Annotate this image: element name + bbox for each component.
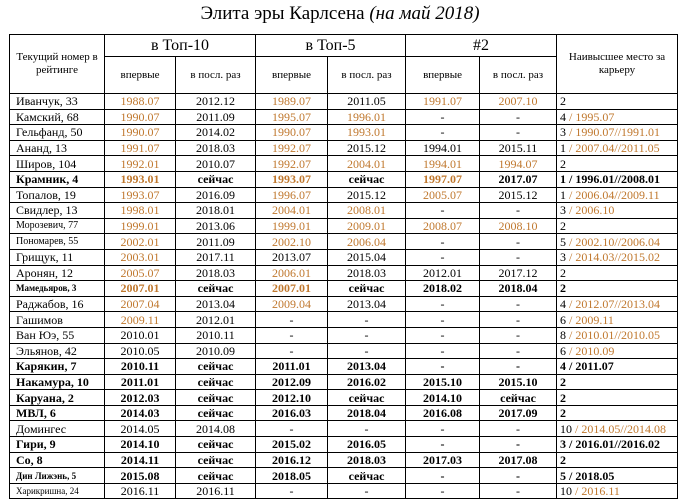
- cell-t10f: 1993.01: [105, 171, 176, 187]
- cell-n2f: 1994.01: [406, 156, 480, 172]
- peak-dates: / 2007.04//2011.05: [569, 141, 660, 156]
- peak-cell: [557, 327, 678, 343]
- cell-t5l: -: [328, 421, 406, 437]
- cell-t5l: 1996.01: [328, 109, 406, 125]
- peak-dates: / 1995.07: [569, 109, 615, 124]
- player-name: Крамник, 4: [10, 171, 105, 187]
- peak-rank: 2: [560, 219, 567, 234]
- header-no2-last: в посл. раз: [480, 57, 557, 94]
- table-row: [10, 265, 678, 281]
- peak-rank: 2: [560, 452, 567, 467]
- cell-t5l: сейчас: [328, 171, 406, 187]
- header-top10: в Топ-10: [105, 35, 256, 57]
- cell-t5f: 2011.01: [256, 359, 328, 375]
- cell-t5f: 2006.01: [256, 265, 328, 281]
- player-name: Топалов, 19: [10, 187, 105, 203]
- cell-t10f: 2014.10: [105, 437, 176, 453]
- peak-rank: 4: [560, 109, 567, 124]
- peak-cell: [557, 468, 678, 484]
- cell-t5f: 1995.07: [256, 109, 328, 125]
- peak-rank: 3: [560, 437, 567, 452]
- cell-n2f: 2014.10: [406, 390, 480, 406]
- cell-t5f: 2007.01: [256, 281, 328, 297]
- cell-t5l: 2013.04: [328, 296, 406, 312]
- peak-cell: [557, 249, 678, 265]
- cell-t10l: 2017.11: [176, 249, 256, 265]
- peak-rank: 2: [560, 406, 567, 421]
- cell-t10l: 2010.11: [176, 327, 256, 343]
- cell-n2l: 2017.07: [480, 171, 557, 187]
- cell-t10f: 2009.11: [105, 312, 176, 328]
- player-name: Ван Юэ, 55: [10, 327, 105, 343]
- cell-n2f: 1994.01: [406, 140, 480, 156]
- table-row: [10, 94, 678, 110]
- cell-t5l: -: [328, 483, 406, 499]
- cell-t10f: 2010.11: [105, 359, 176, 375]
- cell-t10l: 2010.07: [176, 156, 256, 172]
- table-row: [10, 171, 678, 187]
- cell-n2l: 1994.07: [480, 156, 557, 172]
- table-row: [10, 249, 678, 265]
- cell-t5f: -: [256, 421, 328, 437]
- cell-n2l: 2015.10: [480, 374, 557, 390]
- cell-t5l: 2015.12: [328, 140, 406, 156]
- header-top10-last: в посл. раз: [176, 57, 256, 94]
- cell-t5f: 2016.12: [256, 452, 328, 468]
- peak-cell: [557, 312, 678, 328]
- cell-t5l: 2016.02: [328, 374, 406, 390]
- cell-n2l: 2007.10: [480, 94, 557, 110]
- cell-t10f: 1993.07: [105, 187, 176, 203]
- cell-t10f: 1990.07: [105, 109, 176, 125]
- table-row: [10, 140, 678, 156]
- peak-cell: [557, 452, 678, 468]
- peak-rank: 2: [560, 94, 567, 109]
- peak-cell: [557, 281, 678, 297]
- peak-rank: 1: [560, 187, 567, 202]
- peak-cell: [557, 234, 678, 250]
- cell-t5l: 2011.05: [328, 94, 406, 110]
- cell-t5f: 2004.01: [256, 203, 328, 219]
- peak-rank: 3: [560, 203, 567, 218]
- table-row: [10, 218, 678, 234]
- elite-table: [9, 34, 678, 499]
- cell-t5l: -: [328, 327, 406, 343]
- cell-n2f: -: [406, 327, 480, 343]
- cell-t10l: 2018.01: [176, 203, 256, 219]
- peak-rank: 1: [560, 172, 567, 187]
- peak-cell: [557, 421, 678, 437]
- table-row: [10, 343, 678, 359]
- cell-t10f: 2003.01: [105, 249, 176, 265]
- peak-rank: 3: [560, 125, 567, 140]
- cell-t5l: 2016.05: [328, 437, 406, 453]
- peak-rank: 10: [560, 421, 573, 436]
- cell-n2f: -: [406, 109, 480, 125]
- cell-n2l: -: [480, 296, 557, 312]
- cell-t5l: сейчас: [328, 281, 406, 297]
- cell-t5l: 2015.04: [328, 249, 406, 265]
- peak-rank: 4: [560, 359, 567, 374]
- cell-t10l: 2012.12: [176, 94, 256, 110]
- cell-n2l: -: [480, 468, 557, 484]
- cell-t5l: 2009.01: [328, 218, 406, 234]
- cell-t10f: 2014.11: [105, 452, 176, 468]
- peak-dates: / 2011.07: [569, 359, 614, 374]
- player-name: Раджабов, 16: [10, 296, 105, 312]
- cell-t5f: -: [256, 312, 328, 328]
- player-name: Домингес: [10, 421, 105, 437]
- peak-rank: 1: [560, 141, 567, 156]
- player-name: Пономарев, 55: [10, 234, 105, 250]
- cell-t10l: 2013.04: [176, 296, 256, 312]
- header-rank: Текущий номер в рейтинге: [10, 35, 105, 94]
- cell-t5f: 1992.07: [256, 156, 328, 172]
- cell-t10f: 2012.03: [105, 390, 176, 406]
- player-name: Широв, 104: [10, 156, 105, 172]
- peak-cell: [557, 218, 678, 234]
- table-row: [10, 109, 678, 125]
- header-top5-last: в посл. раз: [328, 57, 406, 94]
- header-top5: в Топ-5: [256, 35, 406, 57]
- cell-t10l: 2016.11: [176, 483, 256, 499]
- cell-t10l: сейчас: [176, 437, 256, 453]
- cell-n2f: 1991.07: [406, 94, 480, 110]
- cell-n2f: 2017.03: [406, 452, 480, 468]
- cell-t5f: 2002.10: [256, 234, 328, 250]
- player-name: Карякин, 7: [10, 359, 105, 375]
- cell-t5f: 1996.07: [256, 187, 328, 203]
- cell-n2l: -: [480, 203, 557, 219]
- peak-dates: / 1990.07//1991.01: [569, 125, 661, 140]
- cell-t10f: 1990.07: [105, 125, 176, 141]
- cell-t10l: 2011.09: [176, 109, 256, 125]
- table-row: [10, 483, 678, 499]
- cell-t10f: 1999.01: [105, 218, 176, 234]
- cell-n2f: 2012.01: [406, 265, 480, 281]
- peak-dates: / 2018.05: [569, 468, 615, 483]
- cell-n2l: -: [480, 343, 557, 359]
- table-row: [10, 374, 678, 390]
- cell-t10l: 2014.02: [176, 125, 256, 141]
- peak-cell: [557, 359, 678, 375]
- peak-dates: / 2016.11: [575, 484, 620, 499]
- header-no2-first: впервые: [406, 57, 480, 94]
- cell-n2f: -: [406, 359, 480, 375]
- table-row: [10, 203, 678, 219]
- player-name: Дин Лижэнь, 5: [10, 468, 105, 484]
- cell-n2l: -: [480, 125, 557, 141]
- title-suffix: (на май 2018): [369, 3, 480, 24]
- cell-n2l: сейчас: [480, 390, 557, 406]
- table-row: [10, 390, 678, 406]
- cell-n2f: 2015.10: [406, 374, 480, 390]
- player-name: Ананд, 13: [10, 140, 105, 156]
- peak-cell: [557, 390, 678, 406]
- table-row: [10, 296, 678, 312]
- cell-t10f: 1988.07: [105, 94, 176, 110]
- table-row: [10, 468, 678, 484]
- player-name: Гири, 9: [10, 437, 105, 453]
- table-row: [10, 234, 678, 250]
- cell-t10f: 1991.07: [105, 140, 176, 156]
- peak-rank: 5: [560, 468, 567, 483]
- cell-n2l: -: [480, 327, 557, 343]
- player-name: МВЛ, 6: [10, 405, 105, 421]
- peak-cell: [557, 296, 678, 312]
- cell-n2f: 2005.07: [406, 187, 480, 203]
- cell-n2l: 2017.08: [480, 452, 557, 468]
- player-name: Харикришна, 24: [10, 483, 105, 499]
- table-row: [10, 125, 678, 141]
- cell-t5l: 2006.04: [328, 234, 406, 250]
- player-name: Мамедьяров, 3: [10, 281, 105, 297]
- cell-t10f: 2014.05: [105, 421, 176, 437]
- cell-t10f: 2002.01: [105, 234, 176, 250]
- title-main: Элита эры Карлсена: [200, 3, 365, 24]
- table-row: [10, 452, 678, 468]
- peak-dates: / 2014.03//2015.02: [569, 250, 661, 265]
- cell-t5f: 2015.02: [256, 437, 328, 453]
- cell-t5f: 2013.07: [256, 249, 328, 265]
- cell-n2l: 2017.12: [480, 265, 557, 281]
- cell-t10l: 2013.06: [176, 218, 256, 234]
- cell-n2l: 2008.10: [480, 218, 557, 234]
- cell-n2f: -: [406, 296, 480, 312]
- cell-t10l: 2018.03: [176, 140, 256, 156]
- peak-dates: / 2014.05//2014.08: [575, 421, 667, 436]
- cell-t5l: 2018.04: [328, 405, 406, 421]
- table-row: [10, 327, 678, 343]
- cell-n2l: -: [480, 437, 557, 453]
- peak-cell: [557, 343, 678, 359]
- cell-t10l: 2018.03: [176, 265, 256, 281]
- table-row: [10, 421, 678, 437]
- peak-cell: [557, 374, 678, 390]
- cell-n2l: 2015.11: [480, 140, 557, 156]
- cell-t10l: сейчас: [176, 468, 256, 484]
- peak-dates: / 2012.07//2013.04: [569, 297, 661, 312]
- cell-t10l: 2012.01: [176, 312, 256, 328]
- cell-n2f: -: [406, 249, 480, 265]
- cell-n2l: -: [480, 312, 557, 328]
- peak-dates: / 2006.10: [569, 203, 615, 218]
- cell-t10f: 2010.01: [105, 327, 176, 343]
- cell-t10l: сейчас: [176, 405, 256, 421]
- cell-t10f: 2011.01: [105, 374, 176, 390]
- peak-cell: [557, 437, 678, 453]
- peak-cell: [557, 125, 678, 141]
- peak-cell: [557, 265, 678, 281]
- header-no2: #2: [406, 35, 557, 57]
- cell-t5f: 1999.01: [256, 218, 328, 234]
- peak-cell: [557, 405, 678, 421]
- cell-t10f: 2015.08: [105, 468, 176, 484]
- cell-t5f: 2018.05: [256, 468, 328, 484]
- cell-t10f: 2007.04: [105, 296, 176, 312]
- header-top5-first: впервые: [256, 57, 328, 94]
- header-peak: Наивысшее место за карьеру: [557, 35, 678, 94]
- cell-t5f: 1993.07: [256, 171, 328, 187]
- cell-t5f: 2012.09: [256, 374, 328, 390]
- player-name: Камский, 68: [10, 109, 105, 125]
- cell-n2f: 2018.02: [406, 281, 480, 297]
- peak-cell: [557, 203, 678, 219]
- cell-t5l: сейчас: [328, 468, 406, 484]
- cell-t5f: 2009.04: [256, 296, 328, 312]
- cell-n2f: -: [406, 234, 480, 250]
- cell-n2l: -: [480, 483, 557, 499]
- peak-rank: 2: [560, 265, 567, 280]
- cell-t10l: сейчас: [176, 359, 256, 375]
- cell-t5f: 1992.07: [256, 140, 328, 156]
- peak-cell: [557, 109, 678, 125]
- table-row: [10, 359, 678, 375]
- cell-n2l: -: [480, 249, 557, 265]
- cell-t5f: -: [256, 483, 328, 499]
- cell-t10f: 2007.01: [105, 281, 176, 297]
- cell-t5l: 2018.03: [328, 265, 406, 281]
- player-name: Каруана, 2: [10, 390, 105, 406]
- table-body: [10, 94, 678, 499]
- peak-rank: 8: [560, 328, 567, 343]
- cell-n2f: -: [406, 125, 480, 141]
- cell-t5l: 2015.12: [328, 187, 406, 203]
- table-row: [10, 312, 678, 328]
- peak-dates: / 2006.04//2009.11: [569, 187, 660, 202]
- cell-n2f: -: [406, 437, 480, 453]
- cell-n2f: -: [406, 421, 480, 437]
- cell-t10l: 2010.09: [176, 343, 256, 359]
- cell-t10l: сейчас: [176, 374, 256, 390]
- cell-t5f: -: [256, 327, 328, 343]
- peak-rank: 3: [560, 250, 567, 265]
- cell-n2f: 1997.07: [406, 171, 480, 187]
- peak-cell: [557, 94, 678, 110]
- cell-t5l: 2018.03: [328, 452, 406, 468]
- table-row: [10, 187, 678, 203]
- player-name: Накамура, 10: [10, 374, 105, 390]
- peak-dates: / 2010.09: [569, 343, 615, 358]
- cell-t10l: сейчас: [176, 390, 256, 406]
- cell-n2l: 2017.09: [480, 405, 557, 421]
- peak-cell: [557, 187, 678, 203]
- cell-t5l: 1993.01: [328, 125, 406, 141]
- cell-n2f: 2008.07: [406, 218, 480, 234]
- cell-t5f: 1990.07: [256, 125, 328, 141]
- peak-rank: 4: [560, 297, 567, 312]
- table-row: [10, 405, 678, 421]
- cell-t5f: 1989.07: [256, 94, 328, 110]
- peak-rank: 2: [560, 374, 567, 389]
- cell-t5l: -: [328, 343, 406, 359]
- peak-rank: 2: [560, 390, 567, 405]
- cell-n2l: 2018.04: [480, 281, 557, 297]
- cell-t10l: 2014.08: [176, 421, 256, 437]
- peak-rank: 2: [560, 281, 567, 296]
- peak-rank: 10: [560, 484, 573, 499]
- cell-t10l: сейчас: [176, 171, 256, 187]
- peak-dates: / 2010.01//2010.05: [569, 328, 661, 343]
- peak-dates: / 2002.10//2006.04: [569, 234, 661, 249]
- player-name: Эльянов, 42: [10, 343, 105, 359]
- cell-t10l: 2011.09: [176, 234, 256, 250]
- cell-t5l: 2013.04: [328, 359, 406, 375]
- peak-dates: / 2009.11: [569, 312, 614, 327]
- cell-n2f: -: [406, 343, 480, 359]
- peak-cell: [557, 156, 678, 172]
- cell-n2l: -: [480, 234, 557, 250]
- cell-n2l: -: [480, 359, 557, 375]
- cell-t10l: сейчас: [176, 452, 256, 468]
- player-name: Грищук, 11: [10, 249, 105, 265]
- cell-n2f: -: [406, 483, 480, 499]
- player-name: Гашимов: [10, 312, 105, 328]
- cell-t10f: 1998.01: [105, 203, 176, 219]
- peak-cell: [557, 483, 678, 499]
- cell-t10f: 1992.01: [105, 156, 176, 172]
- cell-t10f: 2016.11: [105, 483, 176, 499]
- table-row: [10, 437, 678, 453]
- player-name: Аронян, 12: [10, 265, 105, 281]
- cell-n2f: -: [406, 468, 480, 484]
- cell-t5l: 2004.01: [328, 156, 406, 172]
- cell-n2l: 2015.12: [480, 187, 557, 203]
- cell-t10l: сейчас: [176, 281, 256, 297]
- peak-cell: [557, 140, 678, 156]
- cell-t5l: сейчас: [328, 390, 406, 406]
- peak-rank: 6: [560, 343, 567, 358]
- player-name: Морозевич, 77: [10, 218, 105, 234]
- peak-dates: / 1996.01//2008.01: [569, 172, 661, 187]
- cell-n2f: -: [406, 203, 480, 219]
- cell-t10f: 2005.07: [105, 265, 176, 281]
- cell-t10f: 2014.03: [105, 405, 176, 421]
- cell-n2l: -: [480, 109, 557, 125]
- cell-n2f: 2016.08: [406, 405, 480, 421]
- peak-rank: 6: [560, 312, 567, 327]
- peak-dates: / 2016.01//2016.02: [569, 437, 661, 452]
- player-name: Свидлер, 13: [10, 203, 105, 219]
- cell-t5l: -: [328, 312, 406, 328]
- cell-n2l: -: [480, 421, 557, 437]
- cell-t5f: -: [256, 343, 328, 359]
- table-row: [10, 156, 678, 172]
- page-title: [0, 0, 680, 30]
- cell-n2f: -: [406, 312, 480, 328]
- cell-t10f: 2010.05: [105, 343, 176, 359]
- peak-cell: [557, 171, 678, 187]
- player-name: Со, 8: [10, 452, 105, 468]
- cell-t5f: 2016.03: [256, 405, 328, 421]
- player-name: Иванчук, 33: [10, 94, 105, 110]
- table-row: [10, 281, 678, 297]
- peak-rank: 5: [560, 234, 567, 249]
- cell-t5f: 2012.10: [256, 390, 328, 406]
- player-name: Гельфанд, 50: [10, 125, 105, 141]
- header-top10-first: впервые: [105, 57, 176, 94]
- cell-t10l: 2016.09: [176, 187, 256, 203]
- peak-rank: 2: [560, 156, 567, 171]
- cell-t5l: 2008.01: [328, 203, 406, 219]
